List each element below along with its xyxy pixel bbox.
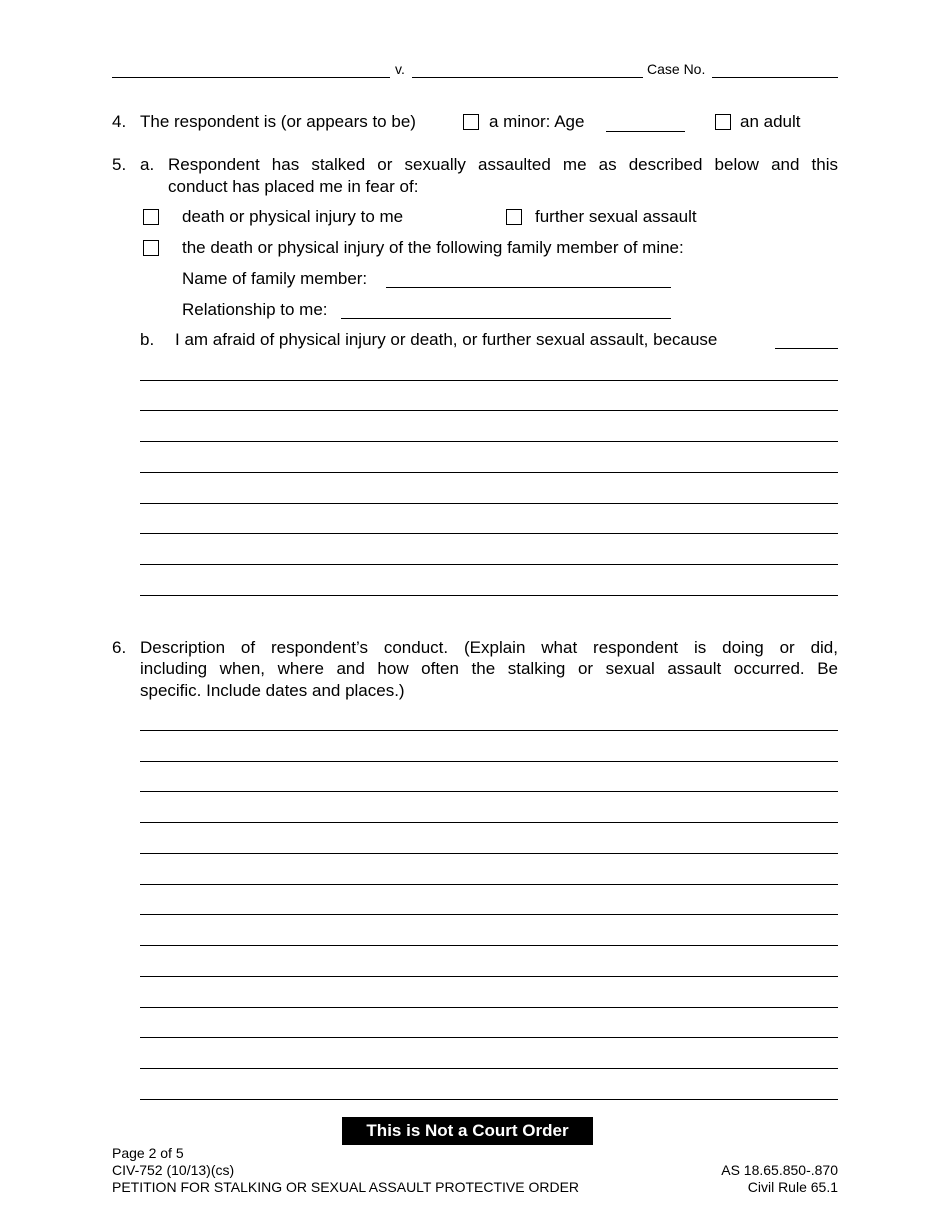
case-no-line[interactable] [712, 77, 838, 78]
sexual-assault-checkbox[interactable] [506, 209, 522, 225]
family-member-checkbox[interactable] [143, 240, 159, 256]
item6-writing-line[interactable] [140, 976, 838, 977]
item6-writing-line[interactable] [140, 1037, 838, 1038]
item5b-writing-line[interactable] [140, 595, 838, 596]
item6-writing-line[interactable] [140, 822, 838, 823]
item6-writing-line[interactable] [140, 884, 838, 885]
item5a-text-line2: conduct has placed me in fear of: [168, 177, 419, 196]
page-number: Page 2 of 5 [112, 1145, 184, 1161]
family-name-label: Name of family member: [182, 269, 368, 288]
item5b-writing-line[interactable] [140, 380, 838, 381]
item5a-text-line1: Respondent has stalked or sexually assaulted me as described below and this [168, 155, 838, 174]
item6-writing-line[interactable] [140, 761, 838, 762]
item6-number: 6. [112, 638, 127, 657]
death-me-label: death or physical injury to me [182, 207, 404, 226]
item6-writing-line[interactable] [140, 1068, 838, 1069]
item4-number: 4. [112, 112, 127, 131]
item5b-writing-line[interactable] [140, 564, 838, 565]
item5b-writing-line[interactable] [140, 533, 838, 534]
not-court-order-banner: This is Not a Court Order [342, 1117, 593, 1145]
item5b-writing-line[interactable] [140, 410, 838, 411]
statute-reference: AS 18.65.850-.870 [721, 1162, 838, 1178]
minor-checkbox[interactable] [463, 114, 479, 130]
adult-label: an adult [740, 112, 801, 131]
item6-writing-line[interactable] [140, 853, 838, 854]
relationship-label: Relationship to me: [182, 300, 328, 319]
item6-writing-line[interactable] [140, 730, 838, 731]
item6-writing-line[interactable] [140, 945, 838, 946]
form-id: CIV-752 (10/13)(cs) [112, 1162, 235, 1178]
item5b-first-line[interactable] [775, 348, 838, 349]
relationship-line[interactable] [341, 318, 671, 319]
civil-rule-reference: Civil Rule 65.1 [747, 1179, 838, 1195]
item5b-text: I am afraid of physical injury or death, or further sexual assault, because [175, 330, 718, 349]
sexual-assault-label: further sexual assault [535, 207, 697, 226]
item5a-marker: a. [140, 155, 155, 174]
family-name-line[interactable] [386, 287, 671, 288]
item5b-writing-line[interactable] [140, 503, 838, 504]
age-line[interactable] [606, 131, 685, 132]
family-member-label: the death or physical injury of the following family member of mine: [182, 238, 684, 257]
item5b-marker: b. [140, 330, 155, 349]
item5-number: 5. [112, 155, 127, 174]
item6-writing-line[interactable] [140, 791, 838, 792]
versus-label: v. [395, 61, 405, 77]
respondent-name-line[interactable] [412, 77, 643, 78]
item6-writing-line[interactable] [140, 914, 838, 915]
petitioner-name-line[interactable] [112, 77, 390, 78]
item5b-writing-line[interactable] [140, 441, 838, 442]
item6-writing-line[interactable] [140, 1099, 838, 1100]
death-me-checkbox[interactable] [143, 209, 159, 225]
case-no-label: Case No. [647, 61, 706, 77]
item4-text: The respondent is (or appears to be) [140, 112, 416, 131]
item5b-writing-line[interactable] [140, 472, 838, 473]
minor-label: a minor: Age [489, 112, 585, 131]
form-title: PETITION FOR STALKING OR SEXUAL ASSAULT PROTECTIVE ORDER [112, 1179, 580, 1195]
item6-text-line3: specific. Include dates and places.) [140, 681, 405, 700]
item6-writing-line[interactable] [140, 1007, 838, 1008]
item6-text-line1: Description of respondent’s conduct. (Explain what respondent is doing or did, [140, 638, 838, 657]
adult-checkbox[interactable] [715, 114, 731, 130]
item6-text-line2: including when, where and how often the stalking or sexual assault occurred. Be [140, 659, 838, 678]
